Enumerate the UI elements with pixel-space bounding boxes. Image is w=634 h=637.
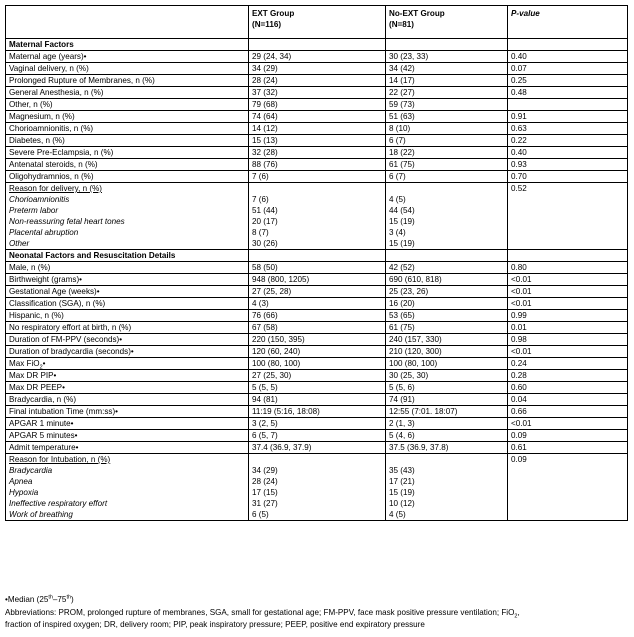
row-label <box>6 358 249 370</box>
noext-value: 240 (157, 330) <box>386 334 508 346</box>
row-label-text: Gestational Age (weeks)• <box>9 287 100 296</box>
group-item-ext: 31 (27) <box>252 499 278 508</box>
p-value: <0.01 <box>508 418 628 430</box>
row-label-subscript: 2 <box>39 364 43 370</box>
table-row <box>6 262 628 274</box>
group-item-label: Bradycardia <box>9 466 53 475</box>
p-value: 0.61 <box>508 442 628 454</box>
noext-value: 37.5 (36.9, 37.8) <box>386 442 508 454</box>
noext-value: 6 (7) <box>386 171 508 183</box>
ext-value: 15 (13) <box>249 135 386 147</box>
group-item-label: Apnea <box>9 477 33 486</box>
ext-value: 220 (150, 395) <box>249 334 386 346</box>
row-label <box>6 63 249 75</box>
ext-value: 58 (50) <box>249 262 386 274</box>
table-row <box>6 171 628 183</box>
row-label-text: Birthweight (grams)• <box>9 275 82 284</box>
header-cell-noext <box>386 6 508 39</box>
p-value: <0.01 <box>508 274 628 286</box>
row-label <box>6 322 249 334</box>
noext-group-n: (N=81) <box>389 20 414 29</box>
noext-value: 22 (27) <box>386 87 508 99</box>
header-cell-ext <box>249 6 386 39</box>
table-row <box>6 394 628 406</box>
empty-cell <box>508 39 628 51</box>
row-label <box>6 274 249 286</box>
group-p-value: 0.09 <box>508 454 628 521</box>
p-value: 0.22 <box>508 135 628 147</box>
ext-value: 27 (25, 30) <box>249 370 386 382</box>
ext-value: 4 (3) <box>249 298 386 310</box>
table-row <box>6 430 628 442</box>
group-item-ext: 30 (26) <box>252 239 278 248</box>
p-value: <0.01 <box>508 346 628 358</box>
row-label-text: Diabetes, n (%) <box>9 136 65 145</box>
p-value: 0.70 <box>508 171 628 183</box>
row-label <box>6 418 249 430</box>
noext-value: 59 (73) <box>386 99 508 111</box>
row-label <box>6 310 249 322</box>
group-item-ext: 6 (5) <box>252 510 269 519</box>
p-value: 0.60 <box>508 382 628 394</box>
p-value: 0.09 <box>508 430 628 442</box>
ext-value: 76 (66) <box>249 310 386 322</box>
p-value: 0.07 <box>508 63 628 75</box>
ext-value: 67 (58) <box>249 322 386 334</box>
row-label <box>6 147 249 159</box>
noext-value: 2 (1, 3) <box>386 418 508 430</box>
group-item-label: Chorioamnionitis <box>9 195 70 204</box>
row-label-text: Other, n (%) <box>9 100 53 109</box>
ext-value: 100 (80, 100) <box>249 358 386 370</box>
group-item-label: Placental abruption <box>9 228 79 237</box>
noext-value: 12:55 (7:01. 18:07) <box>386 406 508 418</box>
noext-value: 690 (610, 818) <box>386 274 508 286</box>
noext-value: 74 (91) <box>386 394 508 406</box>
row-label <box>6 87 249 99</box>
section-title: Maternal Factors <box>6 39 249 51</box>
p-value: 0.66 <box>508 406 628 418</box>
group-item-noext: 15 (19) <box>389 217 415 226</box>
group-item-noext: 3 (4) <box>389 228 406 237</box>
header-cell-label <box>6 6 249 39</box>
group-ext-cell <box>249 183 386 250</box>
p-value: 0.01 <box>508 322 628 334</box>
group-item-noext: 35 (43) <box>389 466 415 475</box>
median-mid: –75 <box>52 595 67 604</box>
row-label-text: Max DR PIP• <box>9 371 57 380</box>
group-item-noext: 17 (21) <box>389 477 415 486</box>
row-label-text: Prolonged Rupture of Membranes, n (%) <box>9 76 155 85</box>
row-label-text: Maternal age (years)• <box>9 52 87 61</box>
empty-cell <box>249 250 386 262</box>
row-label-text: Magnesium, n (%) <box>9 112 75 121</box>
median-footnote <box>5 594 74 605</box>
noext-value: 6 (7) <box>386 135 508 147</box>
table-row <box>6 274 628 286</box>
row-label <box>6 171 249 183</box>
group-item-label: Other <box>9 239 30 248</box>
row-label <box>6 298 249 310</box>
noext-value: 8 (10) <box>386 123 508 135</box>
ext-value: 6 (5, 7) <box>249 430 386 442</box>
abbrev-sub: 2 <box>514 613 518 620</box>
table-row <box>6 123 628 135</box>
row-label-text: Admit temperature• <box>9 443 79 452</box>
row-label <box>6 111 249 123</box>
table-body <box>6 6 628 521</box>
row-label <box>6 394 249 406</box>
table-row <box>6 334 628 346</box>
group-title: Reason for delivery, n (%) <box>9 184 102 193</box>
ext-value: 27 (25, 28) <box>249 286 386 298</box>
noext-value: 61 (75) <box>386 159 508 171</box>
group-item-ext: 34 (29) <box>252 466 278 475</box>
ext-group-n: (N=116) <box>252 20 282 29</box>
ext-value: 79 (68) <box>249 99 386 111</box>
group-item-ext: 17 (15) <box>252 488 278 497</box>
ext-value: 32 (28) <box>249 147 386 159</box>
table-row <box>6 75 628 87</box>
p-value: <0.01 <box>508 298 628 310</box>
header-cell-pvalue: P-value <box>508 6 628 39</box>
row-label-text: Antenatal steroids, n (%) <box>9 160 98 169</box>
table-row <box>6 111 628 123</box>
row-label-text: Chorioamnionitis, n (%) <box>9 124 94 133</box>
section-title: Neonatal Factors and Resuscitation Details <box>6 250 249 262</box>
table-row <box>6 87 628 99</box>
row-label-text: No respiratory effort at birth, n (%) <box>9 323 132 332</box>
median-prefix: •Median (25 <box>5 595 49 604</box>
group-label-cell <box>6 454 249 521</box>
p-value: 0.40 <box>508 51 628 63</box>
row-label <box>6 123 249 135</box>
group-item-ext: 8 (7) <box>252 228 269 237</box>
ext-value: 34 (29) <box>249 63 386 75</box>
ext-value: 14 (12) <box>249 123 386 135</box>
noext-value: 5 (4, 6) <box>386 430 508 442</box>
table-row <box>6 382 628 394</box>
grouped-row <box>6 183 628 250</box>
group-label-cell <box>6 183 249 250</box>
group-item-label: Non-reassuring fetal heart tones <box>9 217 125 226</box>
row-label <box>6 135 249 147</box>
median-sup-1: th <box>48 594 53 601</box>
noext-value: 30 (25, 30) <box>386 370 508 382</box>
abbrev-text-b: , <box>517 608 520 617</box>
noext-value: 61 (75) <box>386 322 508 334</box>
row-label-text: Vaginal delivery, n (%) <box>9 64 89 73</box>
ext-value: 7 (6) <box>249 171 386 183</box>
noext-value: 51 (63) <box>386 111 508 123</box>
p-value: 0.24 <box>508 358 628 370</box>
ext-value: 94 (81) <box>249 394 386 406</box>
group-p-value: 0.52 <box>508 183 628 250</box>
row-label-text: Oligohydramnios, n (%) <box>9 172 94 181</box>
ext-value: 3 (2, 5) <box>249 418 386 430</box>
group-ext-cell <box>249 454 386 521</box>
median-suffix: ) <box>71 595 74 604</box>
p-value: 0.93 <box>508 159 628 171</box>
group-noext-cell <box>386 454 508 521</box>
table-row <box>6 159 628 171</box>
header-row <box>6 6 628 39</box>
noext-value: 210 (120, 300) <box>386 346 508 358</box>
group-item-ext: 20 (17) <box>252 217 278 226</box>
ext-value: 11:19 (5:16, 18:08) <box>249 406 386 418</box>
p-value: 0.48 <box>508 87 628 99</box>
noext-value: 14 (17) <box>386 75 508 87</box>
row-label-text: Classification (SGA), n (%) <box>9 299 106 308</box>
row-label <box>6 442 249 454</box>
group-noext-cell <box>386 183 508 250</box>
empty-cell <box>508 250 628 262</box>
group-item-label: Ineffective respiratory effort <box>9 499 108 508</box>
row-label-text: Duration of FM-PPV (seconds)• <box>9 335 123 344</box>
abbreviations-line-1 <box>5 607 520 618</box>
p-value: 0.63 <box>508 123 628 135</box>
table-row <box>6 322 628 334</box>
noext-value: 30 (23, 33) <box>386 51 508 63</box>
row-label-marker: • <box>42 359 46 368</box>
table-row <box>6 99 628 111</box>
table-row <box>6 418 628 430</box>
p-value: 0.28 <box>508 370 628 382</box>
ext-value: 948 (800, 1205) <box>249 274 386 286</box>
ext-value: 120 (60, 240) <box>249 346 386 358</box>
p-value: 0.80 <box>508 262 628 274</box>
p-value: 0.91 <box>508 111 628 123</box>
ext-value: 28 (24) <box>249 75 386 87</box>
row-label-text: Duration of bradycardia (seconds)• <box>9 347 134 356</box>
abbrev-text-a: Abbreviations: PROM, prolonged rupture of membranes, SGA, small for gestational age; FM-PPV, face mask positive pressure ventilation; FiO <box>5 608 515 617</box>
row-label-text: Hispanic, n (%) <box>9 311 64 320</box>
row-label <box>6 262 249 274</box>
group-item-noext: 15 (19) <box>389 239 415 248</box>
p-value: 0.99 <box>508 310 628 322</box>
section-header-row <box>6 250 628 262</box>
table-row <box>6 406 628 418</box>
row-label <box>6 51 249 63</box>
p-value <box>508 99 628 111</box>
row-label-text: APGAR 1 minute• <box>9 419 74 428</box>
group-item-label: Work of breathing <box>9 510 73 519</box>
section-header-row <box>6 39 628 51</box>
row-label-text: Bradycardia, n (%) <box>9 395 77 404</box>
p-value: 0.04 <box>508 394 628 406</box>
table-row <box>6 135 628 147</box>
ext-value: 74 (64) <box>249 111 386 123</box>
table-row <box>6 346 628 358</box>
p-value: 0.40 <box>508 147 628 159</box>
table-row <box>6 370 628 382</box>
empty-cell <box>386 250 508 262</box>
abbreviations-line-2: fraction of inspired oxygen; DR, delivery room; PIP, peak inspiratory pressure; PEEP, positive end expiratory pressure <box>5 620 425 629</box>
noext-value: 18 (22) <box>386 147 508 159</box>
row-label <box>6 334 249 346</box>
ext-value: 29 (24, 34) <box>249 51 386 63</box>
group-item-noext: 4 (5) <box>389 195 406 204</box>
table-row <box>6 147 628 159</box>
p-value: <0.01 <box>508 286 628 298</box>
row-label-text: APGAR 5 minutes• <box>9 431 78 440</box>
row-label <box>6 286 249 298</box>
row-label <box>6 370 249 382</box>
noext-value: 34 (42) <box>386 63 508 75</box>
noext-value: 16 (20) <box>386 298 508 310</box>
ext-value: 88 (76) <box>249 159 386 171</box>
group-item-ext: 28 (24) <box>252 477 278 486</box>
ext-group-label: EXT Group <box>252 9 295 18</box>
row-label-text: Severe Pre-Eclampsia, n (%) <box>9 148 114 157</box>
table-row <box>6 63 628 75</box>
row-label <box>6 346 249 358</box>
row-label-text: Max FiO <box>9 359 40 368</box>
row-label <box>6 75 249 87</box>
row-label-text: Final intubation Time (mm:ss)• <box>9 407 118 416</box>
p-value: 0.25 <box>508 75 628 87</box>
p-value: 0.98 <box>508 334 628 346</box>
group-item-noext: 15 (19) <box>389 488 415 497</box>
grouped-row <box>6 454 628 521</box>
row-label-text: Male, n (%) <box>9 263 51 272</box>
group-item-label: Hypoxia <box>9 488 39 497</box>
table-row <box>6 358 628 370</box>
ext-value: 5 (5, 5) <box>249 382 386 394</box>
table-row <box>6 51 628 63</box>
row-label-text: Max DR PEEP• <box>9 383 65 392</box>
row-label <box>6 406 249 418</box>
noext-value: 42 (52) <box>386 262 508 274</box>
row-label <box>6 159 249 171</box>
table-row <box>6 310 628 322</box>
group-item-ext: 51 (44) <box>252 206 278 215</box>
median-sup-2: th <box>66 594 72 601</box>
ext-value: 37 (32) <box>249 87 386 99</box>
noext-value: 25 (23, 26) <box>386 286 508 298</box>
row-label <box>6 382 249 394</box>
row-label-text: General Anesthesia, n (%) <box>9 88 104 97</box>
empty-cell <box>386 39 508 51</box>
group-title: Reason for Intubation, n (%) <box>9 455 111 464</box>
noext-group-label: No-EXT Group <box>389 9 445 18</box>
group-item-noext: 4 (5) <box>389 510 406 519</box>
data-table <box>5 5 628 521</box>
table-row <box>6 298 628 310</box>
row-label <box>6 99 249 111</box>
noext-value: 5 (5, 6) <box>386 382 508 394</box>
table-row <box>6 442 628 454</box>
noext-value: 100 (80, 100) <box>386 358 508 370</box>
row-label <box>6 430 249 442</box>
noext-value: 53 (65) <box>386 310 508 322</box>
table-row <box>6 286 628 298</box>
empty-cell <box>249 39 386 51</box>
group-item-noext: 10 (12) <box>389 499 415 508</box>
ext-value: 37.4 (36.9, 37.9) <box>249 442 386 454</box>
group-item-noext: 44 (54) <box>389 206 415 215</box>
group-item-label: Preterm labor <box>9 206 59 215</box>
group-item-ext: 7 (6) <box>252 195 269 204</box>
